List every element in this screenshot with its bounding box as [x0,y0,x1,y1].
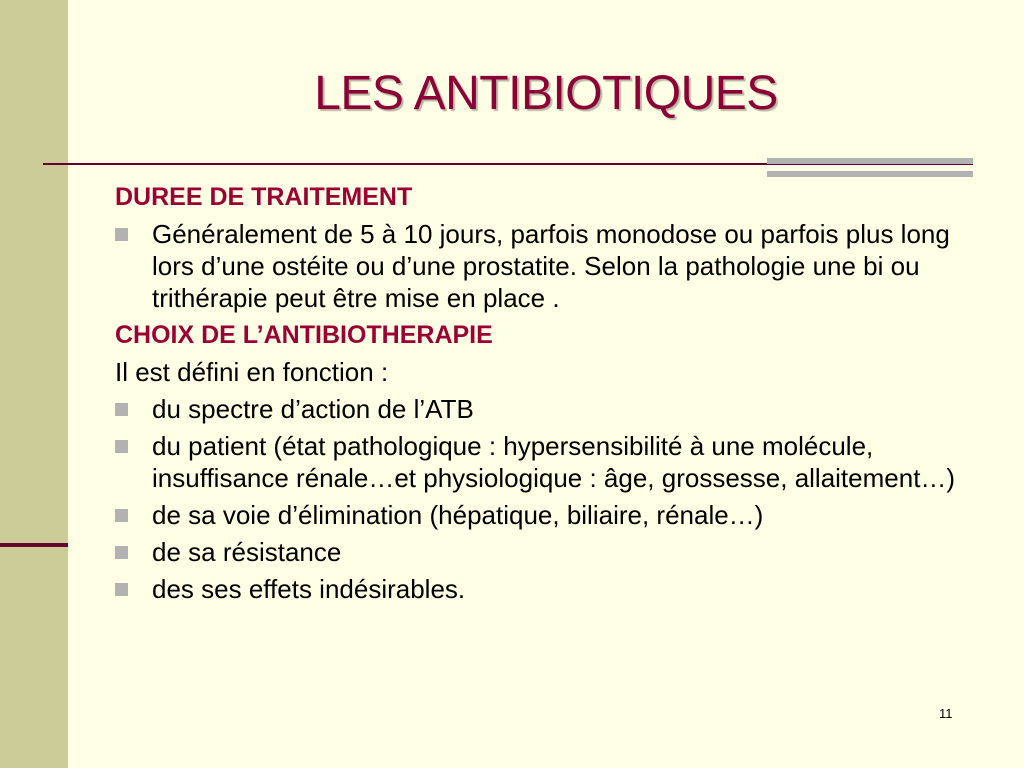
bullet-resistance-text: de sa résistance [152,537,342,567]
bullet-spectre-text: du spectre d’action de l’ATB [152,394,474,424]
square-bullet-icon [115,546,128,559]
heading-duree: DUREE DE TRAITEMENT [115,183,413,211]
square-bullet-icon [115,583,128,596]
left-accent-line [0,543,68,547]
divider-accent-top [767,158,973,164]
left-decorative-band [0,0,68,768]
choix-intro: Il est défini en fonction : [115,357,389,387]
bullet-spectre [115,393,975,425]
bullet-elimination-text: de sa voie d’élimination (hépatique, biliaire, rénale…) [152,500,764,530]
bullet-effets [115,573,975,605]
square-bullet-icon [115,403,128,416]
bullet-patient-text: du patient (état pathologique : hypersensibilité à une molécule, insuffisance rénale…et physiologique : âge, grossesse, allaitement…) [152,431,956,493]
bullet-elimination [115,499,975,531]
bullet-duree [115,218,962,314]
slide-body [115,181,975,610]
square-bullet-icon [115,228,128,241]
bullet-effets-text: des ses effets indésirables. [152,574,466,604]
square-bullet-icon [115,440,128,453]
bullet-patient [115,430,982,494]
page-number: 11 [939,706,953,721]
divider-accent-bottom [767,171,973,177]
bullet-resistance [115,536,975,568]
heading-choix: CHOIX DE L’ANTIBIOTHERAPIE [115,321,493,349]
bullet-duree-text: Généralement de 5 à 10 jours, parfois monodose ou parfois plus long lors d’une ostéite ou d’une prostatite. Selon la pathologie une bi ou trithérapie peut être mise en place . [152,219,950,313]
square-bullet-icon [115,509,128,522]
slide-title: LES ANTIBIOTIQUES [314,67,778,120]
